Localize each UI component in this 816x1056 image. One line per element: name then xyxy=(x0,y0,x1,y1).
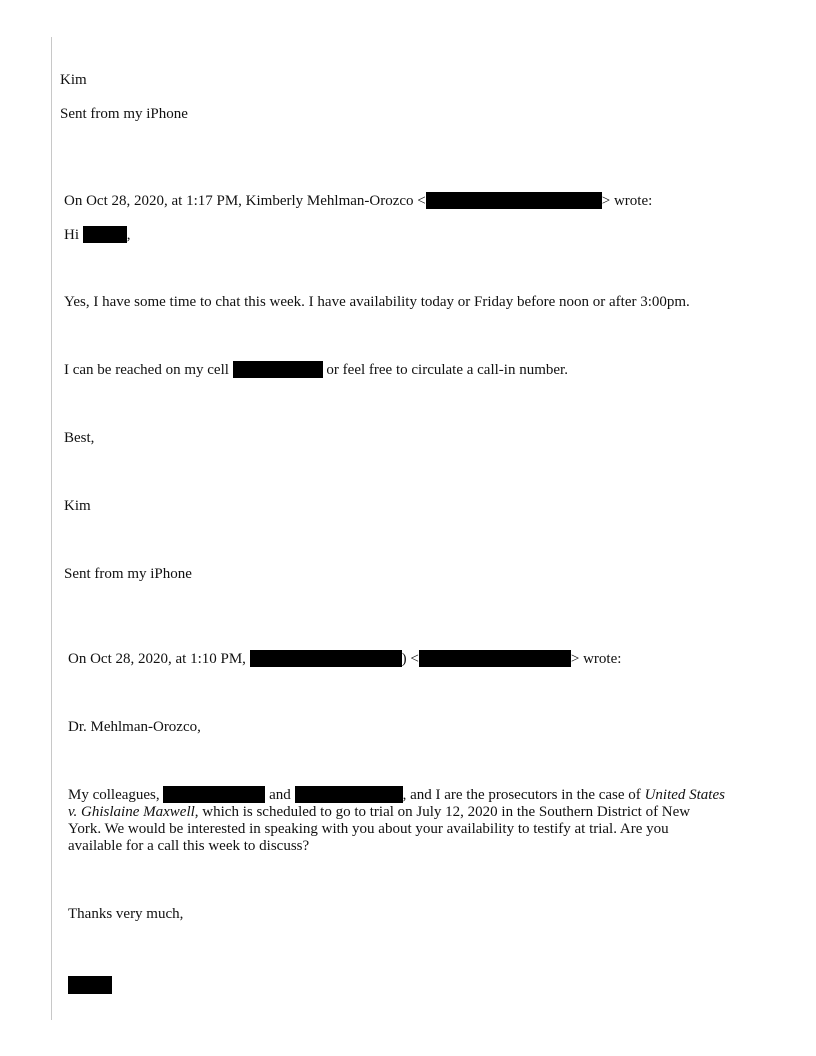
quote1-closing: Best, xyxy=(64,430,95,446)
quote1-para2 xyxy=(64,361,568,379)
redaction xyxy=(163,786,265,803)
reply-sent-from: Sent from my iPhone xyxy=(60,106,188,122)
quote1-para1: Yes, I have some time to chat this week. I have availability today or Friday before noon or after 3:00pm. xyxy=(64,294,690,310)
case-name: United States xyxy=(644,787,725,803)
quote1-greeting-post: , xyxy=(126,227,131,243)
quote1-greeting-pre: Hi xyxy=(64,227,79,243)
redaction xyxy=(426,192,602,209)
quote2-salutation: Dr. Mehlman-Orozco, xyxy=(68,719,201,735)
case-name: v. Ghislaine Maxwell xyxy=(68,804,195,821)
quote-bar xyxy=(51,37,52,1020)
quote1-greeting xyxy=(64,226,131,244)
quote1-header xyxy=(64,192,652,210)
body-text: My colleagues, xyxy=(68,787,160,803)
redaction xyxy=(233,361,323,378)
quote1-sent-from: Sent from my iPhone xyxy=(64,566,192,582)
body-text: and xyxy=(269,787,291,803)
quote2-header xyxy=(68,650,621,668)
quote1-header-post: > wrote: xyxy=(601,193,653,209)
quote1-signature: Kim xyxy=(64,498,91,514)
quote1-para2-post: or feel free to circulate a call-in number. xyxy=(326,362,568,378)
quote2-body-line2 xyxy=(68,804,768,821)
redaction xyxy=(419,650,571,667)
quote2-header-pre: On Oct 28, 2020, at 1:10 PM, xyxy=(68,651,246,667)
body-text: , which is scheduled to go to trial on July 12, 2020 in the Southern District of New xyxy=(194,804,691,821)
reply-signature: Kim xyxy=(60,72,87,88)
redaction xyxy=(250,650,402,667)
quote2-header-mid: ) < xyxy=(401,651,419,667)
redaction xyxy=(295,786,403,803)
quote1-para2-pre: I can be reached on my cell xyxy=(64,362,229,378)
quote2-closing: Thanks very much, xyxy=(68,906,184,922)
quote1-header-pre: On Oct 28, 2020, at 1:17 PM, Kimberly Mehlman-Orozco < xyxy=(64,193,426,209)
quote2-body-line3: York. We would be interested in speaking with you about your availability to testify at trial. Are you xyxy=(68,821,669,838)
quote2-body-line1 xyxy=(68,787,768,804)
quote2-body-line4: available for a call this week to discuss? xyxy=(68,838,310,855)
quote2-body xyxy=(68,787,768,855)
redacted-signature xyxy=(68,976,112,994)
quote2-header-post: > wrote: xyxy=(570,651,622,667)
body-text: , and I are the prosecutors in the case of xyxy=(402,787,641,803)
redaction xyxy=(83,226,127,243)
